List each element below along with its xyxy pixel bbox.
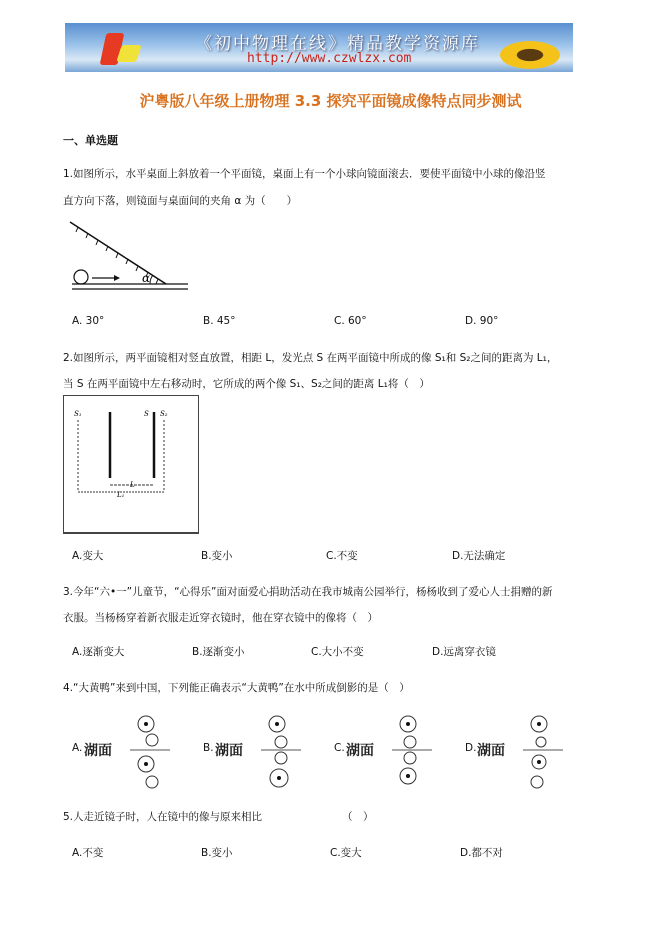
q2-option-c[interactable]: C.不变	[326, 550, 358, 562]
q2-option-b[interactable]: B.变小	[201, 550, 233, 562]
q2-line-2: 当 S 在两平面镜中左右移动时，它所成的两个像 S₁、S₂之间的距离 L₁将（ ）	[63, 378, 430, 390]
svg-text:L₁: L₁	[117, 491, 125, 499]
q4-option-c[interactable]: C. 湖面	[332, 712, 432, 792]
svg-text:L: L	[130, 481, 135, 489]
logo-icon-secondary	[116, 45, 142, 62]
q4-line-1: 4.“大黄鸭”来到中国，下列能正确表示“大黄鸭”在水中所成倒影的是（ ）	[63, 682, 410, 694]
q1-option-d[interactable]: D. 90°	[465, 315, 499, 327]
angle-label: α	[142, 271, 151, 285]
q1-option-a[interactable]: A. 30°	[72, 315, 105, 327]
banner-title: 《初中物理在线》精品教学资源库	[195, 34, 480, 54]
two-mirrors-figure	[63, 395, 199, 534]
duck-reflection-icon	[392, 712, 437, 792]
q3-option-b[interactable]: B.逐渐变小	[192, 646, 245, 658]
q3-line-1: 3.今年“六•一”儿童节，“心得乐”面对面爱心捐助活动在我市城南公园举行，杨杨收到了爱心人士捐赠的新	[63, 586, 553, 598]
mirror-incline-figure	[66, 218, 192, 294]
duck-reflection-icon	[523, 712, 568, 792]
q1-option-c[interactable]: C. 60°	[334, 315, 367, 327]
q2-option-a[interactable]: A.变大	[72, 550, 104, 562]
lake-label: 湖面	[215, 743, 243, 759]
duck-reflection-icon	[261, 712, 306, 792]
q3-line-2: 衣服。当杨杨穿着新衣服走近穿衣镜时，他在穿衣镜中的像将（ ）	[63, 612, 378, 624]
q4-option-b[interactable]: B. 湖面	[201, 712, 301, 792]
q2-option-d[interactable]: D.无法确定	[452, 550, 506, 562]
svg-text:S₁: S₁	[74, 410, 82, 418]
header-banner	[65, 23, 573, 72]
q3-option-a[interactable]: A.逐渐变大	[72, 646, 125, 658]
duck-reflection-icon	[130, 712, 175, 792]
q5-line-1: 5.人走近镜子时，人在镜中的像与原来相比	[63, 811, 263, 823]
q1-line-1: 1.如图所示，水平桌面上斜放着一个平面镜，桌面上有一个小球向镜面滚去．要使平面镜中小球的像沿竖	[63, 168, 546, 180]
q5-answer-blank: （ ）	[342, 811, 374, 823]
section-heading: 一、单选题	[63, 134, 118, 147]
lake-label: 湖面	[346, 743, 374, 759]
page-title: 沪粤版八年级上册物理 3.3 探究平面镜成像特点同步测试	[139, 92, 522, 110]
q1-option-b[interactable]: B. 45°	[203, 315, 236, 327]
svg-text:S₂: S₂	[160, 410, 168, 418]
lake-label: 湖面	[84, 743, 112, 759]
banner-url: http://www.czwlzx.com	[247, 51, 412, 66]
q4-option-d[interactable]: D. 湖面	[463, 712, 563, 792]
q3-option-c[interactable]: C.大小不变	[311, 646, 364, 658]
lake-label: 湖面	[477, 743, 505, 759]
q4-option-a[interactable]: A. 湖面	[70, 712, 170, 792]
svg-text:S: S	[144, 410, 149, 418]
q1-line-2: 直方向下落，则镜面与桌面间的夹角 α 为（ ）	[63, 195, 298, 207]
q5-option-a[interactable]: A.不变	[72, 847, 104, 859]
q5-option-b[interactable]: B.变小	[201, 847, 233, 859]
q5-option-d[interactable]: D.都不对	[460, 847, 503, 859]
q3-option-d[interactable]: D.远离穿衣镜	[432, 646, 496, 658]
q5-option-c[interactable]: C.变大	[330, 847, 362, 859]
q2-line-1: 2.如图所示，两平面镜相对竖直放置，相距 L，发光点 S 在两平面镜中所成的像 S₁和 S₂之间的距离为 L₁，	[63, 352, 558, 364]
sunflower-image	[500, 41, 560, 69]
